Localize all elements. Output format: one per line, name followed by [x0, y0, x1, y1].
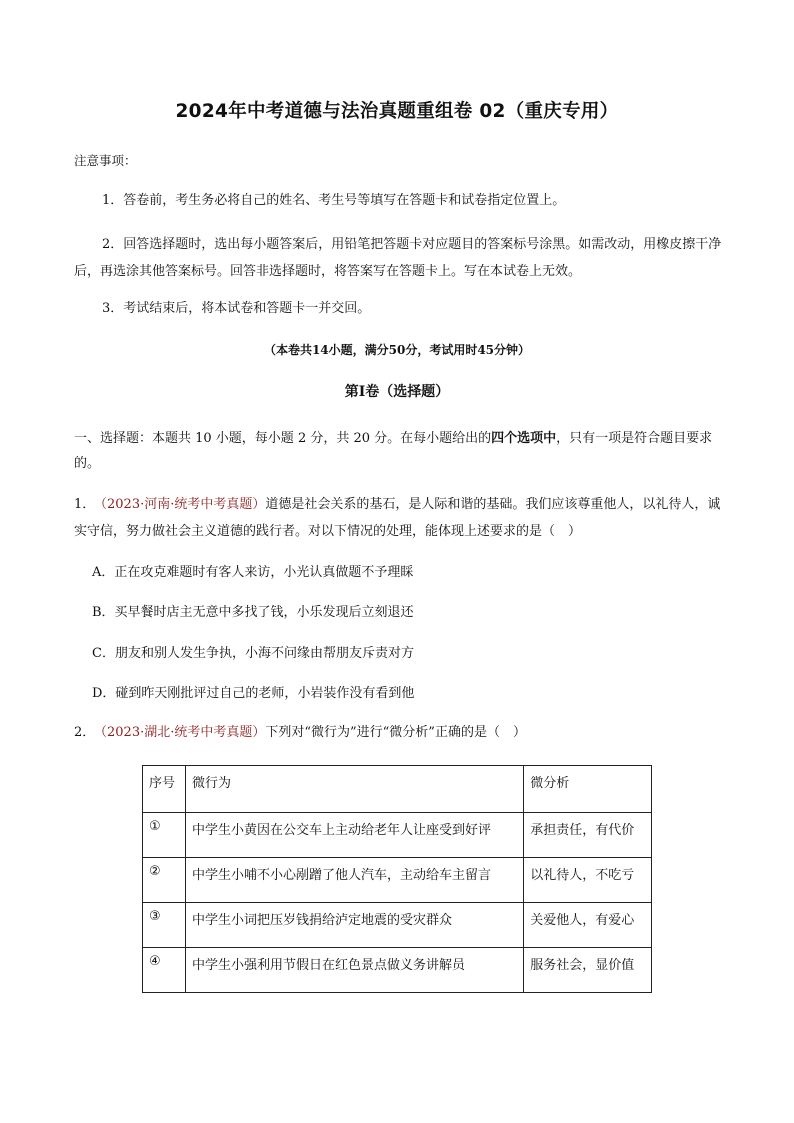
- table-row: [143, 813, 652, 858]
- section-instructions-bold: 四个选项中: [491, 431, 557, 446]
- exam-info: （本卷共14小题，满分50分，考试用时45分钟）: [263, 343, 531, 357]
- question-1-option-c: C．朋友和别人发生争执，小海不问缘由帮朋友斥责对方: [92, 646, 414, 661]
- table-cell-number: ①: [143, 813, 186, 858]
- table-row: [143, 903, 652, 948]
- table-header-number: 序号: [143, 766, 186, 813]
- question-1-number: 1．: [74, 497, 96, 512]
- table-header-behavior: 微行为: [185, 766, 523, 813]
- table-cell-number: ②: [143, 858, 186, 903]
- table-cell-analysis: 承担责任，有代价: [524, 813, 652, 858]
- question-1: [74, 491, 724, 545]
- table-cell-number: ③: [143, 903, 186, 948]
- notice-item-3: 3．考试结束后，将本试卷和答题卡一并交回。: [102, 301, 371, 316]
- notice-item-2: 2．回答选择题时，选出每小题答案后，用铅笔把答题卡对应题目的答案标号涂黑。如需改动，用橡皮擦干净后，再选涂其他答案标号。回答非选择题时，将答案写在答题卡上。写在本试卷上无效。: [74, 237, 722, 279]
- section-instructions: [74, 426, 724, 476]
- notice-heading: 注意事项：: [74, 153, 137, 168]
- section-instructions-suffix: ，只有一项是符合题目要求的。: [74, 431, 713, 471]
- table-header-analysis: 微分析: [524, 766, 652, 813]
- section-instructions-prefix: 一、选择题：本题共 10 小题，每小题 2 分，共 20 分。在每小题给出的: [74, 431, 492, 446]
- volume-title: 第Ⅰ卷（选择题）: [344, 384, 450, 400]
- table-cell-analysis: 服务社会，显价值: [524, 948, 652, 993]
- question-1-option-d: D．碰到昨天刚批评过自己的老师，小岩装作没有看到他: [92, 686, 415, 701]
- table-row: [143, 858, 652, 903]
- question-1-option-a: A．正在攻克难题时有客人来访，小光认真做题不予理睬: [92, 565, 414, 580]
- question-2: [74, 722, 724, 744]
- micro-behavior-table: [142, 765, 652, 993]
- table-cell-number: ④: [143, 948, 186, 993]
- table-row: [143, 948, 652, 993]
- table-cell-behavior: 中学生小词把压岁钱捐给泸定地震的受灾群众: [185, 903, 523, 948]
- table-cell-behavior: 中学生小强利用节假日在红色景点做义务讲解员: [185, 948, 523, 993]
- question-1-option-b: B．买早餐时店主无意中多找了钱，小乐发现后立刻退还: [92, 605, 414, 620]
- table-cell-analysis: 关爱他人，有爱心: [524, 903, 652, 948]
- table-cell-behavior: 中学生小黄因在公交车上主动给老年人让座受到好评: [185, 813, 523, 858]
- table-cell-behavior: 中学生小哺不小心剐蹭了他人汽车，主动给车主留言: [185, 858, 523, 903]
- question-2-number: 2．: [74, 725, 96, 740]
- question-1-stem: 道德是社会关系的基石，是人际和谐的基础。我们应该尊重他人，以礼待人，诚实守信，努力做社会主义道德的践行者。对以下情况的处理，能体现上述要求的是（ ）: [74, 497, 721, 539]
- table-header-row: [143, 766, 652, 813]
- notice-item-1: 1．答卷前，考生务必将自己的姓名、考生号等填写在答题卡和试卷指定位置上。: [102, 193, 566, 208]
- page-title: 2024年中考道德与法治真题重组卷 02（重庆专用）: [175, 101, 619, 122]
- question-1-source: （2023·河南·统考中考真题）: [94, 497, 266, 512]
- question-2-source: （2023·湖北·统考中考真题）: [94, 725, 266, 740]
- table-cell-analysis: 以礼待人，不吃亏: [524, 858, 652, 903]
- question-2-stem: 下列对“微行为”进行“微分析”正确的是（ ）: [265, 725, 526, 740]
